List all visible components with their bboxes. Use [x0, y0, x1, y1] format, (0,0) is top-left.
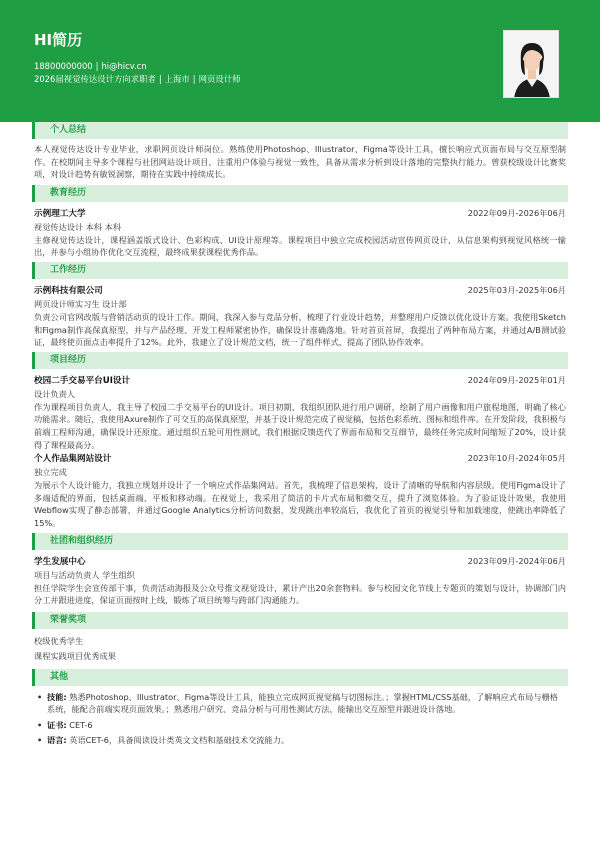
project-date: 2023年10月-2024年05月: [467, 453, 566, 464]
separator: |: [95, 61, 99, 71]
club-date: 2023年09月-2024年06月: [467, 555, 566, 566]
item-text: CET-6: [69, 719, 93, 730]
project-description: 为展示个人设计能力，我独立规划并设计了一个响应式作品集网站。首先，我梳理了信息架构，设计了清晰的导航和内容层级。使用Figma设计了多端适配的界面，包括桌面端、平板和移动端。在视觉上，我采用了简洁的卡片式布局和微交互，提升了浏览体验。为了验证设计效果，我使用Webflow实现了静态部署，并通过Google Analytics分析访问数据，发现跳出率较高后，我优化了首页的视觉引导和加载速度，使跳出率降低了15%。: [34, 480, 566, 528]
item-label: 证书:: [47, 719, 67, 730]
project-date: 2024年09月-2025年01月: [467, 374, 566, 385]
school-name: 示例理工大学: [34, 208, 86, 219]
section-header-other: [32, 669, 568, 686]
section-title: 荣誉奖项: [50, 614, 87, 625]
section-header-projects: [32, 352, 568, 369]
section-header-work: [32, 262, 568, 279]
item-label: 语言:: [47, 735, 67, 746]
city: 上海市: [164, 74, 190, 84]
project-role: 设计负责人: [34, 388, 75, 399]
work-entry-header: [34, 284, 566, 297]
separator: |: [192, 74, 196, 84]
project-description: 作为课程项目负责人，我主导了校园二手交易平台的UI设计。项目初期，我组织团队进行用户调研，绘制了用户画像和用户旅程地图，明确了核心功能需求。随后，我使用Axure制作了可交互的高保真原型，并基于设计规范完成了视觉稿，包括色彩系统、图标和组件库。在开发阶段，我积极与前端工程师沟通，确保设计还原度。通过组织五轮可用性测试，我们根据反馈迭代了界面布局和交互细节，最终任务完成时间缩短了20%，设计获得了课程最高分。: [34, 401, 566, 450]
summary-text: 本人视觉传达设计专业毕业，求职网页设计师岗位。熟练使用Photoshop、Illustrator、Figma等设计工具，擅长响应式页面布局与交互原型制作。在校期间主导多个课程与社团网站设计项目，注重用户体验与视觉一致性，具备从需求分析到设计落地的完整执行能力。曾获校级设计比赛奖项，对设计趋势有敏锐洞察，期待在实践中持续成长。: [34, 144, 566, 180]
section-header-awards: [32, 612, 568, 629]
work-description: 负责公司官网改版与营销活动页的设计工作。期间，我深入参与竞品分析，梳理了行业设计趋势，并整理用户反馈以优化设计方案。我使用Sketch和Figma制作高保真原型，并与产品经理、开发工程师紧密协作，确保设计准确落地。针对首页首屏，我提出了两种布局方案，并通过A/B测试验证，最终使页面点击率提升了12%。此外，我建立了设计规范文档，统一了组件样式，提高了团队协作效率。: [34, 311, 566, 348]
company-name: 示例科技有限公司: [34, 285, 103, 296]
section-header-club: [32, 533, 568, 550]
organization-name: 学生发展中心: [34, 556, 86, 567]
project-entry-header: [34, 374, 566, 387]
award-item: 校级优秀学生: [34, 635, 84, 646]
list-item: [34, 734, 566, 747]
section-title: 工作经历: [50, 264, 87, 275]
item-text: 熟悉Photoshop、Illustrator、Figma等设计工具，能独立完成网页视觉稿与切图标注。；掌握HTML/CSS基础，了解响应式布局与栅格系统，能配合前端实现页面效果。；熟悉用户研究、竞品分析与可用性测试方法，能输出交互原型并跟进设计落地。: [47, 691, 558, 715]
item-label: 技能:: [47, 691, 67, 702]
person-portrait-icon: [504, 31, 559, 98]
project-name: 个人作品集网站设计: [34, 454, 112, 465]
target-role: 网页设计师: [198, 74, 241, 84]
section-title: 个人总结: [50, 125, 87, 135]
separator: |: [158, 74, 162, 84]
award-item: 课程实践项目优秀成果: [34, 650, 116, 661]
club-role: 项目与活动负责人 学生组织: [34, 569, 135, 580]
project-entry-header: [34, 452, 566, 465]
project-name: 校园二手交易平台UI设计: [34, 375, 131, 386]
profile-photo: [503, 30, 559, 98]
work-position: 网页设计师实习生 设计部: [34, 298, 127, 309]
work-date: 2025年03月-2025年06月: [467, 284, 566, 295]
job-intention: 2026届视觉传达设计方向求职者: [34, 74, 156, 84]
other-list: [34, 691, 566, 747]
list-item: [34, 691, 566, 716]
resume-header: [0, 0, 600, 122]
education-entry-header: [34, 207, 566, 220]
email-address: hi@hicv.cn: [101, 61, 147, 71]
candidate-name: HI简历: [34, 31, 83, 49]
section-title: 社团和组织经历: [50, 535, 114, 546]
phone-number: 18800000000: [34, 61, 93, 71]
section-header-education: [32, 185, 568, 202]
club-entry-header: [34, 555, 566, 568]
section-header-summary: [32, 122, 568, 139]
item-text: 英语CET-6，具备阅读设计类英文文档和基础技术交流能力。: [69, 735, 290, 746]
education-description: 主修视觉传达设计，课程涵盖版式设计、色彩构成、UI设计原理等。课程项目中独立完成校园活动宣传网页设计，从信息架构到视觉风格统一输出，并参与小组协作优化交互流程，最终成果获课程优秀作品。: [34, 234, 566, 258]
section-title: 其他: [50, 671, 69, 682]
education-major: 视觉传达设计 本科 本科: [34, 221, 122, 232]
section-title: 教育经历: [50, 187, 87, 198]
list-item: [34, 719, 566, 732]
club-description: 担任学院学生会宣传部干事，负责活动海报及公众号推文视觉设计，累计产出20余套物料。参与校园文化节线上专题页的策划与设计，协调部门内分工并跟进进度，保证页面按时上线，锻炼了项目统筹与跨部门沟通能力。: [34, 582, 566, 606]
project-role: 独立完成: [34, 467, 67, 478]
education-date: 2022年09月-2026年06月: [467, 207, 566, 218]
section-title: 项目经历: [50, 354, 87, 365]
